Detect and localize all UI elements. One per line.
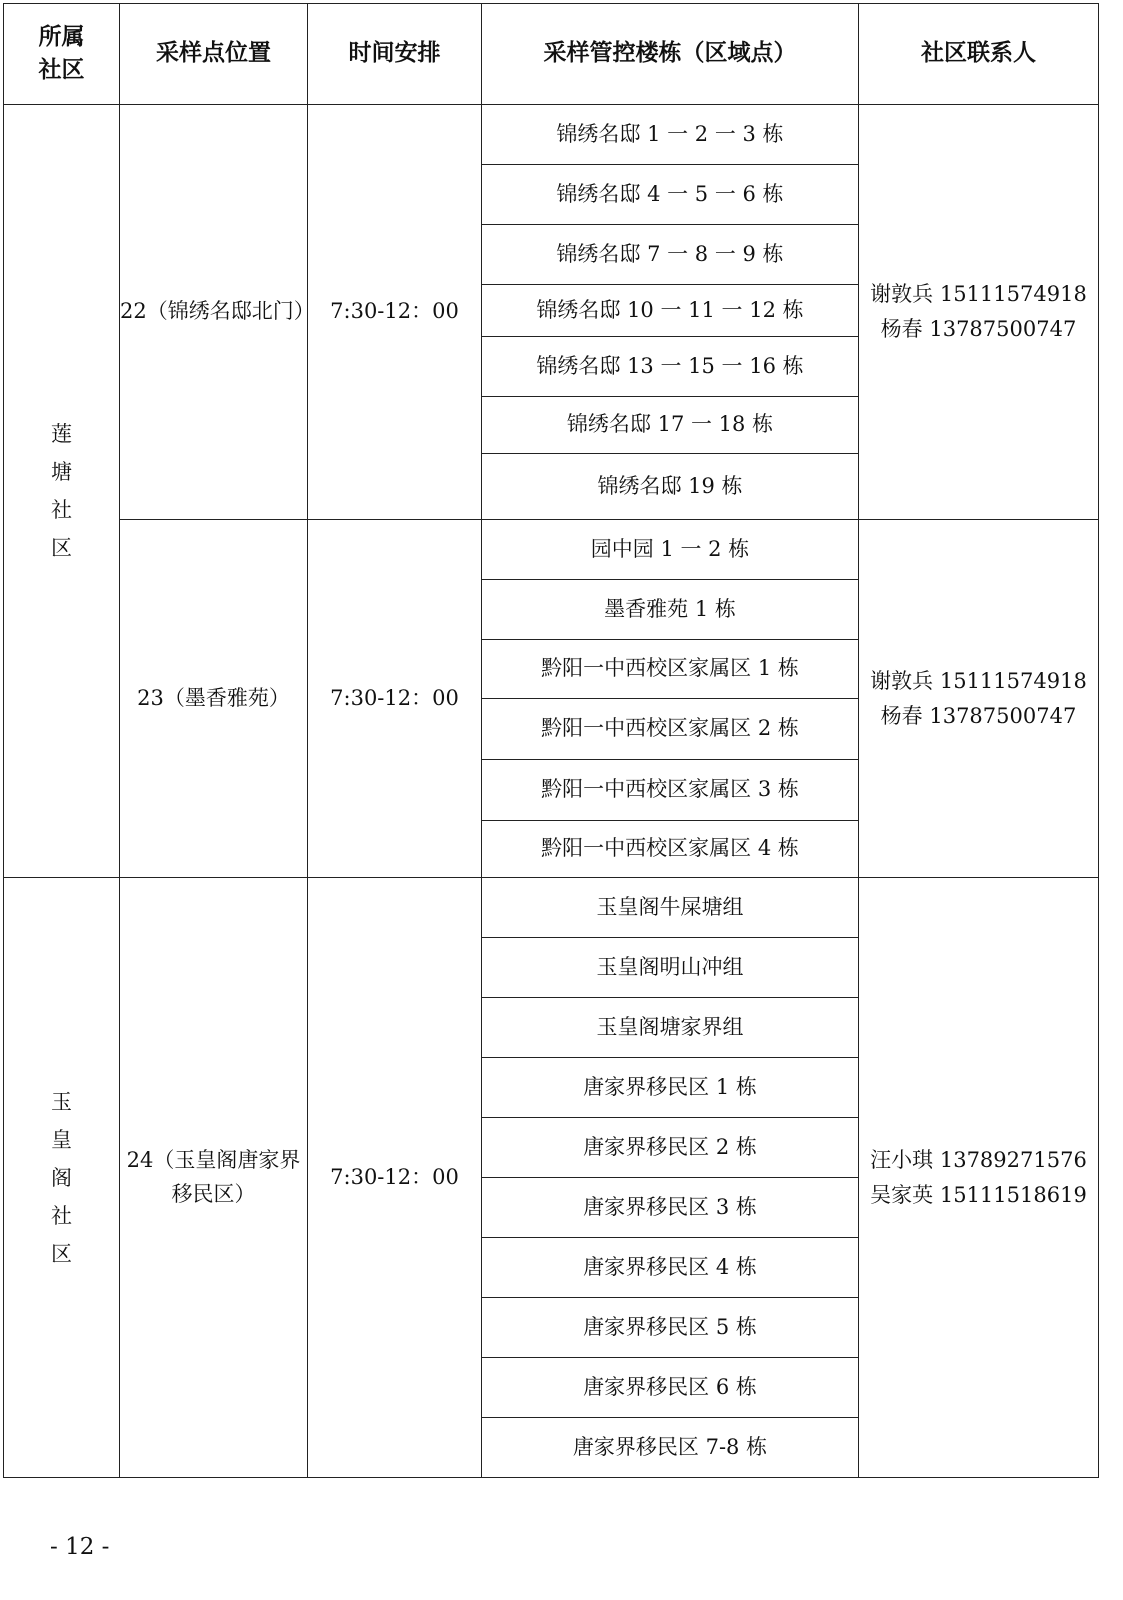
building-cell: 锦绣名邸 13 一 15 一 16 栋 — [482, 337, 859, 397]
building-cell: 唐家界移民区 3 栋 — [482, 1178, 859, 1238]
table-row — [4, 878, 1099, 938]
contact-cell — [859, 105, 1099, 520]
community-cell — [4, 105, 120, 878]
contact-person: 吴家英 15111518619 — [870, 1182, 1087, 1207]
table-row — [4, 520, 1099, 580]
contact-person: 谢敦兵 15111574918 — [870, 668, 1087, 693]
building-cell: 锦绣名邸 1 一 2 一 3 栋 — [482, 105, 859, 165]
building-cell: 黔阳一中西校区家属区 4 栋 — [482, 821, 859, 878]
contact-person: 杨春 13787500747 — [880, 703, 1077, 728]
contact-cell — [859, 878, 1099, 1478]
building-cell: 锦绣名邸 17 一 18 栋 — [482, 397, 859, 454]
building-cell: 墨香雅苑 1 栋 — [482, 580, 859, 640]
time-cell: 7:30-12：00 — [308, 105, 482, 520]
building-cell: 锦绣名邸 19 栋 — [482, 454, 859, 520]
community-name: 莲塘社区 — [51, 422, 72, 560]
building-cell: 唐家界移民区 1 栋 — [482, 1058, 859, 1118]
page-number: - 12 - — [50, 1534, 110, 1560]
building-cell: 玉皇阁牛屎塘组 — [482, 878, 859, 938]
header-contacts: 社区联系人 — [859, 4, 1099, 105]
community-name: 玉皇阁社区 — [51, 1089, 72, 1266]
community-cell — [4, 878, 120, 1478]
contact-person: 杨春 13787500747 — [880, 317, 1077, 341]
header-buildings: 采样管控楼栋（区域点） — [482, 4, 859, 105]
time-cell: 7:30-12：00 — [308, 520, 482, 878]
time-cell: 7:30-12：00 — [308, 878, 482, 1478]
building-cell: 锦绣名邸 10 一 11 一 12 栋 — [482, 285, 859, 337]
building-cell: 黔阳一中西校区家属区 3 栋 — [482, 760, 859, 821]
building-cell: 园中园 1 一 2 栋 — [482, 520, 859, 580]
site-cell: 24（玉皇阁唐家界移民区） — [120, 878, 308, 1478]
building-cell: 唐家界移民区 2 栋 — [482, 1118, 859, 1178]
site-cell: 22（锦绣名邸北门） — [120, 105, 308, 520]
building-cell: 唐家界移民区 6 栋 — [482, 1358, 859, 1418]
contact-person: 汪小琪 13789271576 — [870, 1147, 1087, 1172]
building-cell: 唐家界移民区 4 栋 — [482, 1238, 859, 1298]
header-row — [4, 4, 1099, 105]
header-community — [4, 4, 120, 105]
header-time: 时间安排 — [308, 4, 482, 105]
building-cell: 唐家界移民区 5 栋 — [482, 1298, 859, 1358]
building-cell: 黔阳一中西校区家属区 2 栋 — [482, 699, 859, 760]
contact-person: 谢敦兵 15111574918 — [870, 282, 1087, 307]
sampling-schedule-table — [3, 3, 1099, 1478]
building-cell: 黔阳一中西校区家属区 1 栋 — [482, 640, 859, 699]
site-cell: 23（墨香雅苑） — [120, 520, 308, 878]
table-row — [4, 105, 1099, 165]
building-cell: 玉皇阁塘家界组 — [482, 998, 859, 1058]
header-community-label: 所属 社区 — [38, 23, 85, 83]
contact-cell — [859, 520, 1099, 878]
building-cell: 唐家界移民区 7-8 栋 — [482, 1418, 859, 1478]
header-site: 采样点位置 — [120, 4, 308, 105]
building-cell: 锦绣名邸 7 一 8 一 9 栋 — [482, 225, 859, 285]
building-cell: 锦绣名邸 4 一 5 一 6 栋 — [482, 165, 859, 225]
building-cell: 玉皇阁明山冲组 — [482, 938, 859, 998]
